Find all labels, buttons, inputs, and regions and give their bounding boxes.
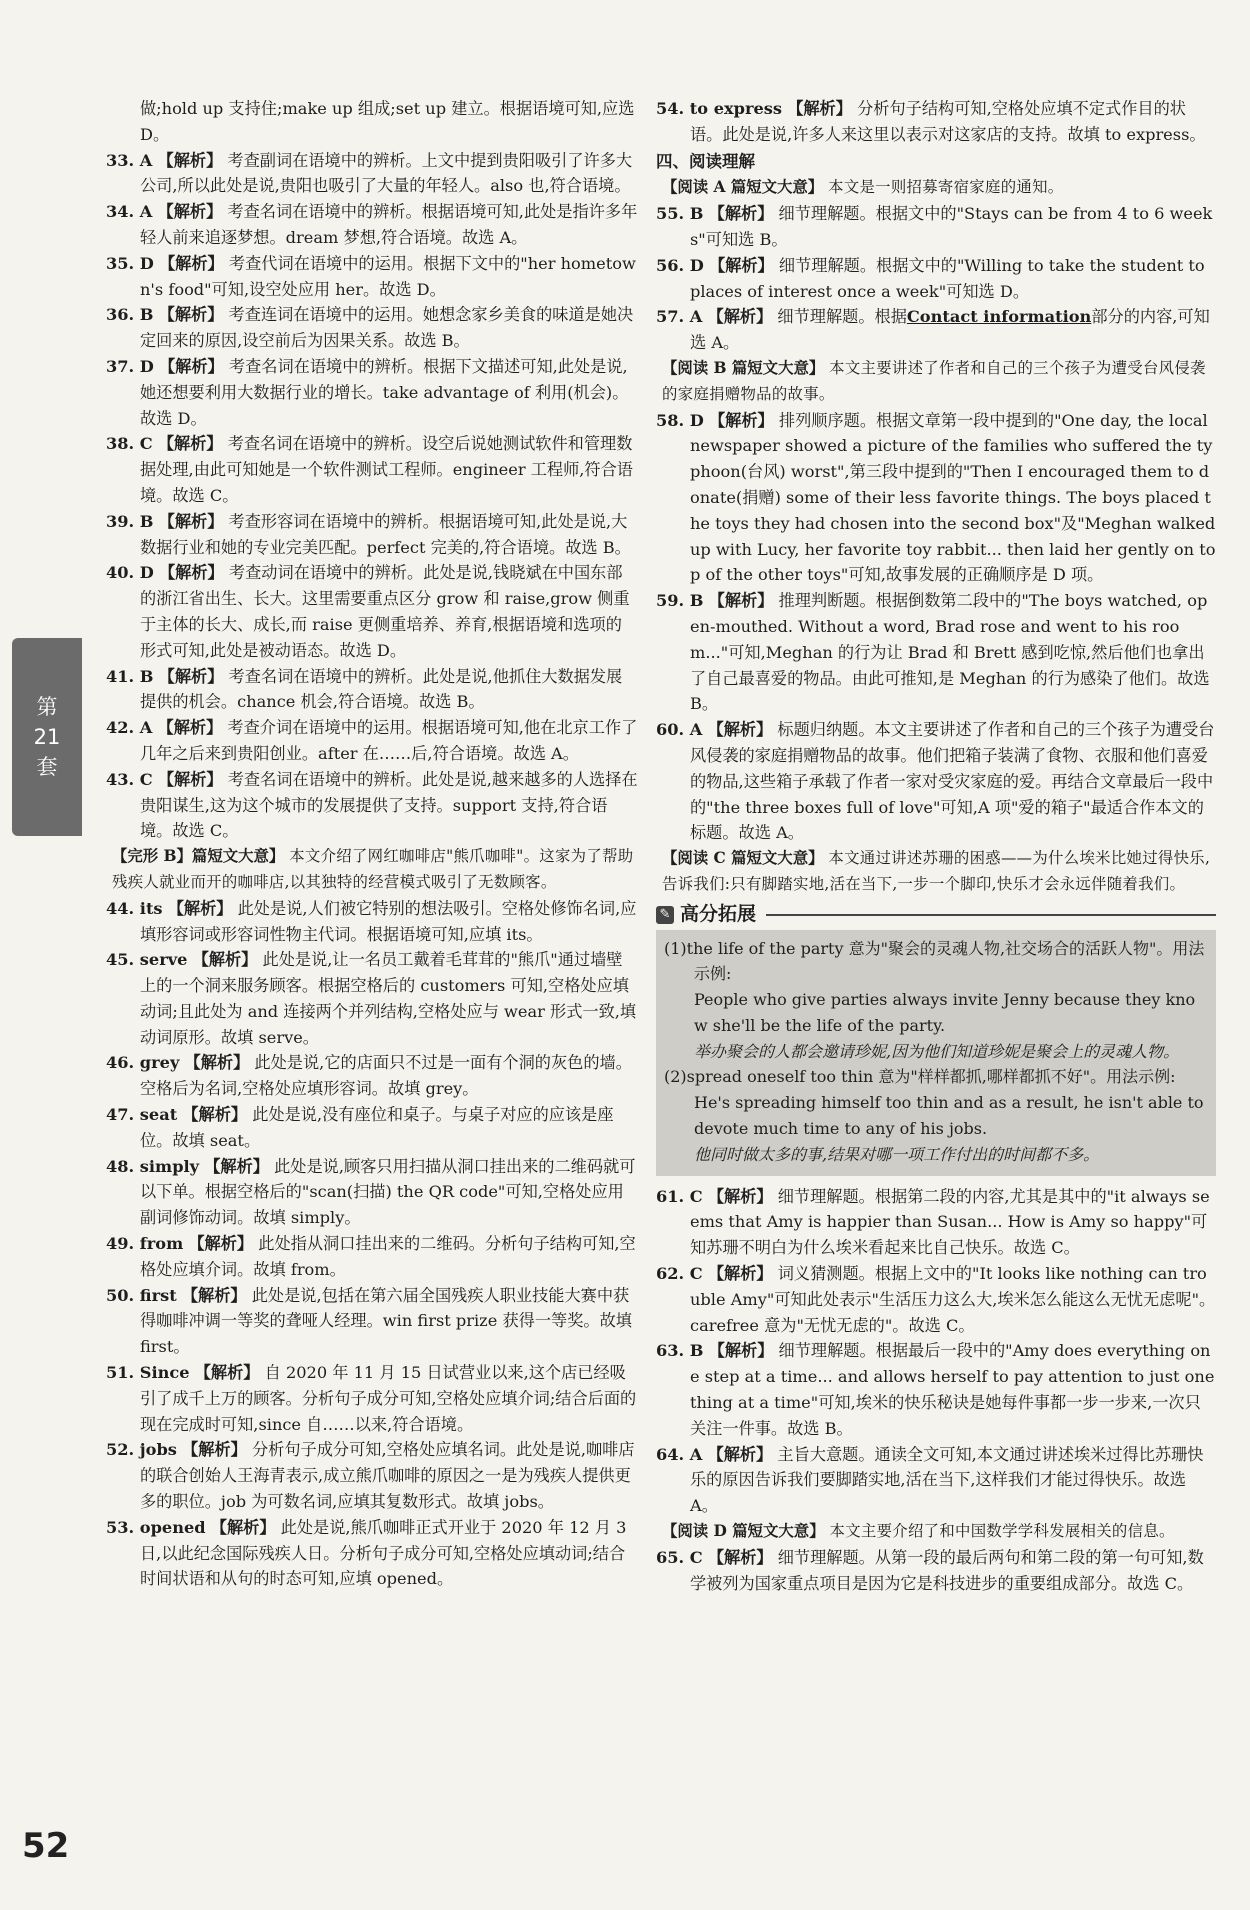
summary-label: 【阅读 C 篇短文大意】 bbox=[662, 849, 824, 868]
answer-number: 44. its bbox=[106, 898, 163, 918]
analysis-tag: 【解析】 bbox=[157, 718, 223, 738]
set-tab-char-3: 套 bbox=[36, 755, 58, 779]
phrase-definition: (1)the life of the party 意为"聚会的灵魂人物,社交场合的活跃人物"。用法示例: bbox=[664, 938, 1205, 984]
answer-entry bbox=[106, 560, 638, 663]
summary-text: 本文介绍了网红咖啡店"熊爪咖啡"。这家为了帮助残疾人就业而开的咖啡店,以其独特的经营模式吸引了无数顾客。 bbox=[112, 847, 634, 891]
analysis-tag: 【解析】 bbox=[182, 1105, 248, 1125]
analysis-tag: 【解析】 bbox=[194, 1363, 260, 1383]
answer-text: 考查名词在语境中的辨析。设空后说她测试软件和管理数据处理,由此可知她是一个软件测试工程师。engineer 工程师,符合语境。故选 C。 bbox=[140, 434, 633, 505]
analysis-tag: 【解析】 bbox=[181, 1285, 247, 1305]
passage-summary bbox=[656, 1519, 1216, 1545]
answer-number: 36. B bbox=[106, 305, 154, 325]
answer-text: 考查代词在语境中的运用。根据下文中的"her hometown's food"可知,设空处应用 her。故选 D。 bbox=[140, 253, 636, 299]
analysis-tag: 【解析】 bbox=[709, 255, 774, 275]
answer-text: 排列顺序题。根据文章第一段中提到的"One day, the local newspaper showed a picture of the families who suffered the typhoon(台风) worst",第三段中提到的"Then I encouraged them to donate(捐赠) some of their less favorite things. The boys placed the toys they had chosen into the second box"及"Meghan walked up with Lucy, her favorite toy rabbit... then laid her gently on top of the other toys"可知,故事发展的正确顺序是 D 项。 bbox=[690, 410, 1216, 585]
answer-entry bbox=[106, 1154, 638, 1231]
answer-text: 此处是说,包括在第六届全国残疾人职业技能大赛中获得咖啡冲调一等奖的聋哑人经理。win first prize 获得一等奖。故填 first。 bbox=[140, 1285, 632, 1357]
answer-number: 54. to express bbox=[656, 99, 783, 118]
summary-label: 【阅读 A 篇短文大意】 bbox=[662, 178, 824, 197]
answer-entry bbox=[106, 947, 638, 1050]
set-tab-char-1: 第 bbox=[36, 695, 58, 719]
answer-text: 此处指从洞口挂出来的二维码。分析句子结构可知,空格处应填介词。故填 from。 bbox=[140, 1234, 636, 1279]
extension-title: 高分拓展 bbox=[680, 902, 757, 925]
answer-text: 细节理解题。根据文中的"Stays can be from 4 to 6 weeks"可知选 B。 bbox=[690, 204, 1213, 249]
answer-number: 40. D bbox=[106, 563, 154, 583]
answer-number: 62. C bbox=[656, 1264, 703, 1284]
answer-text: 此处是说,顾客只用扫描从洞口挂出来的二维码就可以下单。根据空格后的"scan(扫描) the QR code"可知,空格处应用副词修饰动词。故填 simply。 bbox=[140, 1156, 636, 1228]
answer-number: 64. A bbox=[656, 1444, 703, 1464]
analysis-tag: 【解析】 bbox=[707, 720, 773, 740]
answer-number: 53. opened bbox=[106, 1517, 206, 1537]
answer-entry bbox=[656, 1184, 1216, 1261]
answer-entry bbox=[656, 1442, 1216, 1519]
summary-label: 【阅读 B 篇短文大意】 bbox=[662, 358, 825, 377]
extension-box bbox=[656, 930, 1216, 1176]
answer-entry bbox=[106, 302, 638, 354]
analysis-tag: 【解析】 bbox=[182, 1440, 247, 1460]
answer-text: 考查名词在语境中的辨析。此处是说,他抓住大数据发展提供的机会。chance 机会,符合语境。故选 B。 bbox=[140, 666, 623, 712]
answer-number: 43. C bbox=[106, 769, 153, 789]
answer-text: 此处是说,没有座位和桌子。与桌子对应的应该是座位。故填 seat。 bbox=[140, 1105, 614, 1150]
analysis-tag: 【解析】 bbox=[158, 511, 224, 531]
analysis-tag: 【解析】 bbox=[167, 898, 233, 918]
analysis-tag: 【解析】 bbox=[708, 204, 774, 224]
summary-text: 本文主要介绍了和中国数学学科发展相关的信息。 bbox=[829, 1522, 1175, 1541]
passage-summary bbox=[656, 356, 1216, 408]
analysis-tag: 【解析】 bbox=[159, 356, 224, 376]
answer-text: 此处是说,人们被它特别的想法吸引。空格处修饰名词,应填形容词或形容词性物主代词。根据语境可知,应填 its。 bbox=[140, 898, 637, 944]
answer-entry bbox=[656, 1261, 1216, 1338]
summary-text: 本文是一则招募寄宿家庭的通知。 bbox=[828, 178, 1064, 197]
answer-text: 考查动词在语境中的辨析。此处是说,钱晓斌在中国东部的浙江省出生、长大。这里需要重点区分 grow 和 raise,grow 侧重于主体的长大、成长,而 raise 更侧重培养、养育,根据语境和选项的形式可知,此处是被动语态。故选 D。 bbox=[140, 563, 630, 660]
answer-entry bbox=[656, 253, 1216, 305]
answer-number: 63. B bbox=[656, 1341, 704, 1361]
summary-label: 【完形 B】篇短文大意】 bbox=[112, 847, 285, 866]
answer-number: 65. C bbox=[656, 1547, 703, 1567]
answer-number: 61. C bbox=[656, 1186, 703, 1206]
answer-entry bbox=[656, 717, 1216, 846]
answer-text: 细节理解题。根据文中的"Willing to take the student to places of interest once a week"可知选 D。 bbox=[690, 255, 1205, 301]
answer-number: 46. grey bbox=[106, 1053, 180, 1073]
answer-entry bbox=[106, 251, 638, 303]
set-number-tab bbox=[12, 638, 82, 836]
answer-text: 细节理解题。根据最后一段中的"Amy does everything one step at a time... and allows herself to pay attention to just one thing at a time"可知,埃米的快乐秘诀是她每件事都一步一步来,一次只关注一件事。故选 B。 bbox=[690, 1341, 1215, 1438]
answer-entry bbox=[106, 767, 638, 844]
phrase-definition: (2)spread oneself too thin 意为"样样都抓,哪样都抓不好"。用法示例: bbox=[664, 1067, 1176, 1087]
answer-text: 主旨大意题。通读全文可知,本文通过讲述埃米过得比苏珊快乐的原因告诉我们要脚踏实地,活在当下,这样我们才能过得快乐。故选 A。 bbox=[690, 1444, 1204, 1516]
answer-entry bbox=[656, 96, 1216, 148]
analysis-tag: 【解析】 bbox=[709, 410, 774, 430]
analysis-tag: 【解析】 bbox=[157, 434, 223, 454]
answer-entry bbox=[106, 354, 638, 431]
answer-text: 考查名词在语境中的辨析。此处是说,越来越多的人选择在贵阳谋生,这为这个城市的发展提供了支持。support 支持,符合语境。故选 C。 bbox=[140, 769, 638, 841]
answer-text: 部分的内容,可知选 A。 bbox=[690, 307, 1210, 353]
right-column bbox=[656, 96, 1216, 1596]
answer-number: 38. C bbox=[106, 434, 153, 454]
answer-number: 55. B bbox=[656, 204, 704, 224]
analysis-tag: 【解析】 bbox=[210, 1517, 276, 1537]
answer-number: 33. A bbox=[106, 150, 153, 170]
analysis-tag: 【解析】 bbox=[157, 202, 223, 222]
answer-entry bbox=[656, 588, 1216, 717]
expand-icon: ✎ bbox=[656, 906, 674, 924]
answer-text: 考查连词在语境中的运用。她想念家乡美食的味道是她决定回来的原因,设空前后为因果关系。故选 B。 bbox=[140, 305, 634, 351]
answer-text: 标题归纳题。本文主要讲述了作者和自己的三个孩子为遭受台风侵袭的家庭捐赠物品的故事。他们把箱子装满了食物、衣服和他们喜爱的物品,这些箱子承载了作者一家对受灾家庭的爱。再结合文章最后一段中的"the three boxes full of love"可知,A 项"爱的箱子"最适合作本文的标题。故选 A。 bbox=[690, 720, 1215, 843]
answer-text: 分析句子成分可知,空格处应填名词。此处是说,咖啡店的联合创始人王海青表示,成立熊爪咖啡的原因之一是为残疾人提供更多的职位。job 为可数名词,应填其复数形式。故填 jobs。 bbox=[140, 1440, 635, 1512]
passage-summary bbox=[106, 844, 638, 896]
answer-number: 39. B bbox=[106, 511, 154, 531]
answer-number: 60. A bbox=[656, 720, 703, 740]
phrase-example: He's spreading himself too thin and as a result, he isn't able to devote much time to any of his jobs. bbox=[694, 1093, 1204, 1139]
analysis-tag: 【解析】 bbox=[158, 666, 224, 686]
answer-text: 考查形容词在语境中的辨析。根据语境可知,此处是说,大数据行业和她的专业完美匹配。perfect 完美的,符合语境。故选 B。 bbox=[140, 511, 631, 557]
answer-number: 45. serve bbox=[106, 950, 188, 970]
page-number: 52 bbox=[22, 1826, 70, 1866]
summary-label: 【阅读 D 篇短文大意】 bbox=[662, 1522, 825, 1541]
answer-number: 59. B bbox=[656, 591, 704, 611]
analysis-tag: 【解析】 bbox=[707, 1186, 773, 1206]
answer-number: 47. seat bbox=[106, 1105, 178, 1125]
phrase-translation: 举办聚会的人都会邀请珍妮,因为他们知道珍妮是聚会上的灵魂人物。 bbox=[694, 1041, 1180, 1061]
answer-text: 考查名词在语境中的辨析。根据下文描述可知,此处是说,她还想要利用大数据行业的增长。take advantage of 利用(机会)。故选 D。 bbox=[140, 356, 629, 428]
answer-number: 52. jobs bbox=[106, 1440, 177, 1460]
set-tab-char-2: 21 bbox=[33, 725, 61, 749]
answer-number: 42. A bbox=[106, 718, 153, 738]
underlined-term: Contact information bbox=[906, 307, 1092, 327]
answer-text: 此处是说,熊爪咖啡正式开业于 2020 年 12 月 3 日,以此纪念国际残疾人日。分析句子成分可知,空格处应填动词;结合时间状语和从句的时态可知,应填 opened。 bbox=[140, 1517, 627, 1589]
answer-entry bbox=[106, 1437, 638, 1514]
answer-entry bbox=[106, 1050, 638, 1102]
summary-text: 本文主要讲述了作者和自己的三个孩子为遭受台风侵袭的家庭捐赠物品的故事。 bbox=[662, 358, 1206, 403]
answer-entry bbox=[106, 431, 638, 508]
answer-entry bbox=[106, 1515, 638, 1592]
answer-text: 细节理解题。从第一段的最后两句和第二段的第一句可知,数学被列为国家重点项目是因为它是科技进步的重要组成部分。故选 C。 bbox=[690, 1547, 1204, 1593]
section-heading: 四、阅读理解 bbox=[656, 151, 755, 171]
answer-number: 48. simply bbox=[106, 1156, 200, 1176]
analysis-tag: 【解析】 bbox=[708, 1341, 774, 1361]
analysis-tag: 【解析】 bbox=[188, 1234, 254, 1254]
answer-text: 此处是说,它的店面只不过是一面有个洞的灰色的墙。空格后为名词,空格处应填形容词。故填 grey。 bbox=[140, 1053, 632, 1099]
answer-number: 56. D bbox=[656, 255, 704, 275]
answer-entry bbox=[656, 1545, 1216, 1597]
answer-entry bbox=[106, 664, 638, 716]
answer-number: 57. A bbox=[656, 307, 703, 327]
answer-entry bbox=[106, 148, 638, 200]
analysis-tag: 【解析】 bbox=[787, 99, 852, 118]
answer-entry bbox=[656, 1338, 1216, 1441]
analysis-tag: 【解析】 bbox=[158, 305, 224, 325]
passage-summary bbox=[656, 846, 1216, 898]
passage-summary bbox=[656, 175, 1216, 201]
answer-entry bbox=[106, 715, 638, 767]
analysis-tag: 【解析】 bbox=[157, 150, 223, 170]
analysis-tag: 【解析】 bbox=[159, 563, 224, 583]
answer-text: 分析句子结构可知,空格处应填不定式作目的状语。此处是说,许多人来这里以表示对这家店的支持。故填 to express。 bbox=[690, 99, 1206, 144]
answer-entry bbox=[106, 509, 638, 561]
answer-entry bbox=[106, 1102, 638, 1154]
answer-text: 自 2020 年 11 月 15 日试营业以来,这个店已经吸引了成千上万的顾客。分析句子成分可知,空格处应填介词;结合后面的现在完成时可知,since 自……以来,符合语境。 bbox=[140, 1363, 637, 1434]
answer-entry bbox=[106, 199, 638, 251]
extension-heading bbox=[656, 902, 1216, 928]
answer-number: 58. D bbox=[656, 410, 704, 430]
analysis-tag: 【解析】 bbox=[204, 1156, 269, 1176]
answer-number: 41. B bbox=[106, 666, 154, 686]
answer-number: 50. first bbox=[106, 1285, 177, 1305]
answer-text: 词义猜测题。根据上文中的"It looks like nothing can trouble Amy"可知此处表示"生活压力这么大,埃米怎么能这么无忧无虑呢"。carefree 意为"无忧无虑的"。故选 C。 bbox=[690, 1264, 1216, 1335]
analysis-tag: 【解析】 bbox=[707, 1444, 773, 1464]
answer-text: 此处是说,让一名员工戴着毛茸茸的"熊爪"通过墙壁上的一个洞来服务顾客。根据空格后的 customers 可知,空格处应填动词;且此处为 and 连接两个并列结构,空格处应与 wear 形式一致,填动词原形。故填 serve。 bbox=[140, 950, 637, 1047]
answer-number: 49. from bbox=[106, 1234, 184, 1254]
analysis-tag: 【解析】 bbox=[708, 591, 774, 611]
answer-entry bbox=[106, 1360, 638, 1437]
analysis-tag: 【解析】 bbox=[184, 1053, 250, 1073]
summary-text: 本文通过讲述苏珊的困惑——为什么埃米比她过得快乐,告诉我们:只有脚踏实地,活在当下,一步一个脚印,快乐才会永远伴随着我们。 bbox=[662, 849, 1211, 893]
analysis-tag: 【解析】 bbox=[707, 1264, 773, 1284]
answer-number: 51. Since bbox=[106, 1363, 190, 1383]
answer-number: 34. A bbox=[106, 202, 153, 222]
answer-text: 细节理解题。根据 bbox=[777, 307, 907, 327]
answer-continuation: 做;hold up 支持住;make up 组成;set up 建立。根据语境可知,应选 D。 bbox=[140, 99, 635, 144]
answer-entry bbox=[106, 896, 638, 948]
answer-entry bbox=[106, 1283, 638, 1360]
answer-number: 37. D bbox=[106, 356, 154, 376]
answer-entry bbox=[656, 201, 1216, 253]
answer-text: 考查副词在语境中的辨析。上文中提到贵阳吸引了许多大公司,所以此处是说,贵阳也吸引了大量的年轻人。also 也,符合语境。 bbox=[140, 150, 633, 196]
analysis-tag: 【解析】 bbox=[707, 307, 773, 327]
analysis-tag: 【解析】 bbox=[159, 253, 224, 273]
answer-entry bbox=[106, 1231, 638, 1283]
answer-text: 推理判断题。根据倒数第二段中的"The boys watched, open-mouthed. Without a word, Brad rose and went to his room..."可知,Meghan 的行为让 Brad 和 Brett 感到吃惊,然后他们也拿出了自己最喜爱的物品。由此可推知,是 Meghan 的行为感染了他们。故选 B。 bbox=[690, 591, 1210, 714]
answer-entry bbox=[656, 408, 1216, 589]
answer-text: 考查介词在语境中的运用。根据语境可知,他在北京工作了几年之后来到贵阳创业。after 在……后,符合语境。故选 A。 bbox=[140, 718, 638, 763]
analysis-tag: 【解析】 bbox=[707, 1547, 773, 1567]
answer-number: 35. D bbox=[106, 253, 154, 273]
answer-entry bbox=[656, 304, 1216, 356]
answer-text: 细节理解题。根据第二段的内容,尤其是其中的"it always seems that Amy is happier than Susan... How is Amy so happy"可知苏珊不明白为什么埃米看起来比自己快乐。故选 C。 bbox=[690, 1186, 1210, 1258]
analysis-tag: 【解析】 bbox=[157, 769, 223, 789]
phrase-translation: 他同时做太多的事,结果对哪一项工作付出的时间都不多。 bbox=[694, 1144, 1100, 1164]
analysis-tag: 【解析】 bbox=[192, 950, 258, 970]
left-column bbox=[106, 96, 638, 1592]
phrase-example: People who give parties always invite Jenny because they know she'll be the life of the party. bbox=[694, 990, 1196, 1035]
heading-rule bbox=[766, 914, 1216, 916]
answer-text: 考查名词在语境中的辨析。根据语境可知,此处是指许多年轻人前来追逐梦想。dream 梦想,符合语境。故选 A。 bbox=[140, 202, 638, 247]
